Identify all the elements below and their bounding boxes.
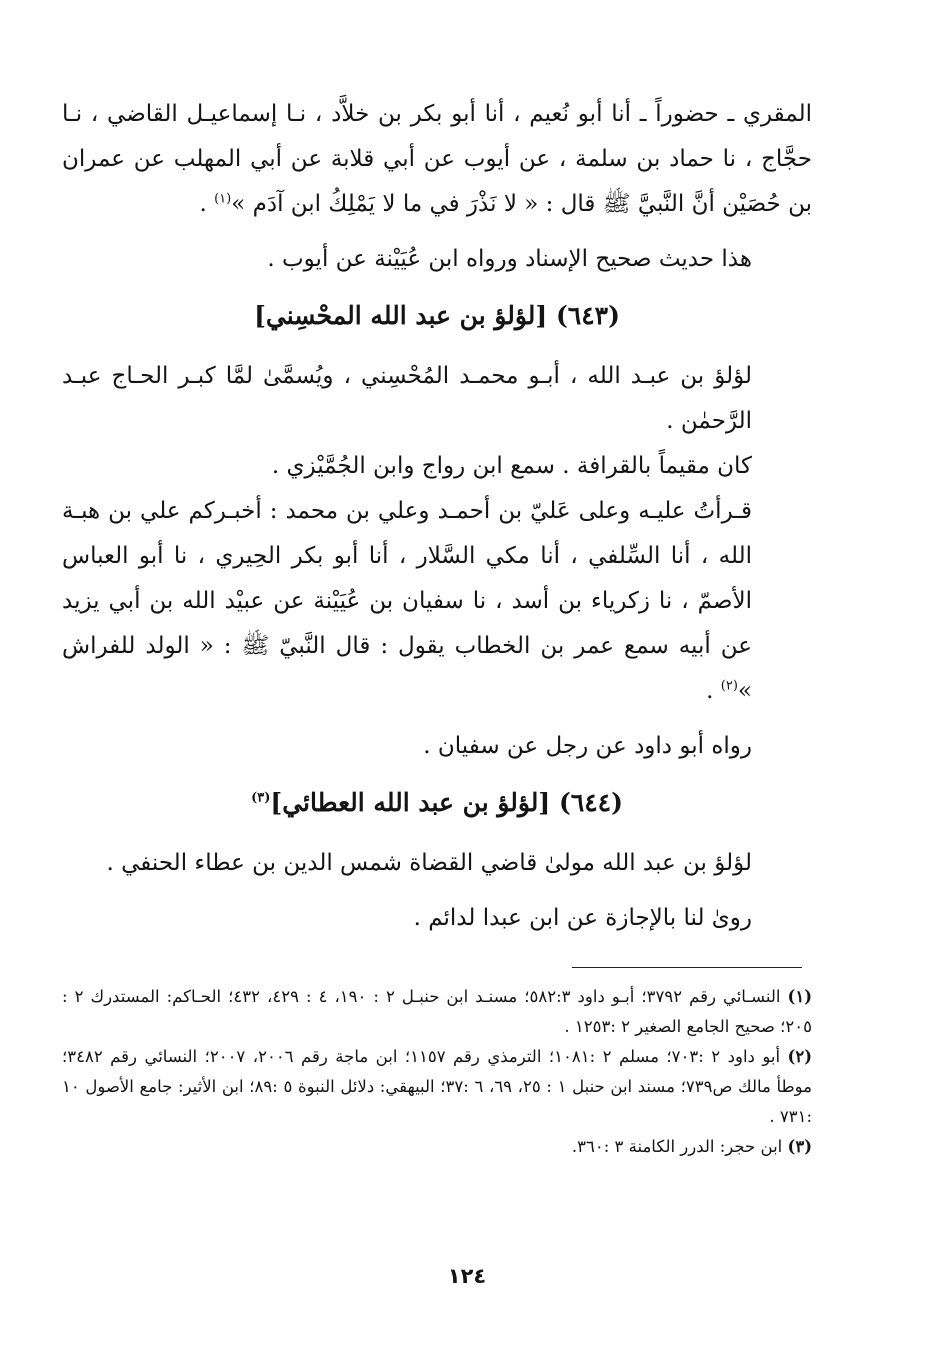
footnote-ref-3[interactable]: (٣) — [251, 790, 271, 806]
entry-heading-644: (٦٤٤) [لؤلؤ بن عبد الله العطائي]$^{(٣)}$ — [251, 788, 623, 817]
entry-heading-643: (٦٤٣) [لؤلؤ بن عبد الله المحْسِني] — [254, 301, 620, 330]
paragraph-isnad-continuation: المقري ـ حضوراً ـ أنا أبو نُعيم ، أنا أبو بكر بن خلاَّد ، نـا إسماعيـل القاضي ، نـا حجَّاج ، نا حماد بن سلمة ، عن أيوب عن أبي قلابة عن أبي المهلب عن عمران بن حُصَيْن أنَّ النَّبيَّ ﷺ قال : « لا نَذْرَ في ما لا يَمْلِكُ ابن آدَم »$^{(١)}$ . — [62, 101, 812, 217]
entry-644-name-paragraph: لؤلؤ بن عبد الله مولىٰ قاضي القضاة شمس الدين بن عطاء الحنفي . — [106, 850, 752, 876]
footnote-2: (٢) أبو داود ٢ :٧٠٣؛ مسلم ٢ :١٠٨١؛ الترمذي رقم ١١٥٧؛ ابن ماجة رقم ٢٠٠٦، ٢٠٠٧؛ النسائي رقم ٣٤٨٢؛ موطأ مالك ص٧٣٩؛ مسند ابن حنبل ١ : ٢٥، ٦٩، ٦ :٣٧؛ البيهقي: دلائل النبوة ٥ :٨٩؛ ابن الأثير: جامع الأصول ١٠ :٧٣١ . — [62, 1047, 813, 1126]
footnote-divider — [572, 967, 802, 968]
page-number: ١٢٤ — [447, 1264, 487, 1288]
entry-643-riwaya-paragraph: رواه أبو داود عن رجل عن سفيان . — [423, 733, 752, 759]
entry-643-name-paragraph: لؤلؤ بن عبـد الله ، أبـو محمـد المُحْسِني ، ويُسمَّىٰ لمَّا كبـر الحـاج عبـد الرَّحمٰن . — [62, 363, 752, 434]
book-page — [62, 92, 812, 1162]
entry-644-ijaza-paragraph: روىٰ لنا بالإجازة عن ابن عبدا لدائم . — [413, 905, 752, 931]
footnote-3: (٣) ابن حجر: الدرر الكامنة ٣ :٣٦٠. — [571, 1137, 812, 1156]
footnote-ref-1[interactable]: (١) — [214, 191, 232, 207]
paragraph-hadith-grading: هذا حديث صحيح الإسناد ورواه ابن عُيَيْنة عن أيوب . — [267, 246, 752, 272]
entry-643-isnad-paragraph: قـرأتُ عليـه وعلى عَليّ بن أحمـد وعلي بن محمد : أخبـركم علي بن هبـة الله ، أنا السِّلفي ، أنا مكي السَّلار ، أنا أبو بكر الحِيري ، نا أبو العباس الأصمّ ، نا زكرياء بن أسد ، نا سفيان بن عُيَيْنة عن عبيْد الله بن أبي يزيد عن أبيه سمع عمر بن الخطاب يقول : قال النَّبيّ ﷺ : « الولد للفراش »$^{(٢)}$ . — [62, 498, 752, 704]
footnote-1: (١) النسـائي رقم ٣٧٩٢؛ أبـو داود ٥٨٢:٣؛ مسنـد ابن حنبـل ٢ : ١٩٠، ٤ : ٤٢٩، ٤٣٢؛ الحـاكم: المستدرك ٢ : ٢٠٥؛ صحيح الجامع الصغير ٢ :١٢٥٣ . — [62, 987, 813, 1036]
footnotes — [62, 982, 812, 1162]
entry-643-residence-paragraph: كان مقيماً بالقرافة . سمع ابن رواج وابن الجُمَّيْزي . — [271, 453, 752, 479]
footnote-ref-2[interactable]: (٢) — [720, 678, 738, 694]
